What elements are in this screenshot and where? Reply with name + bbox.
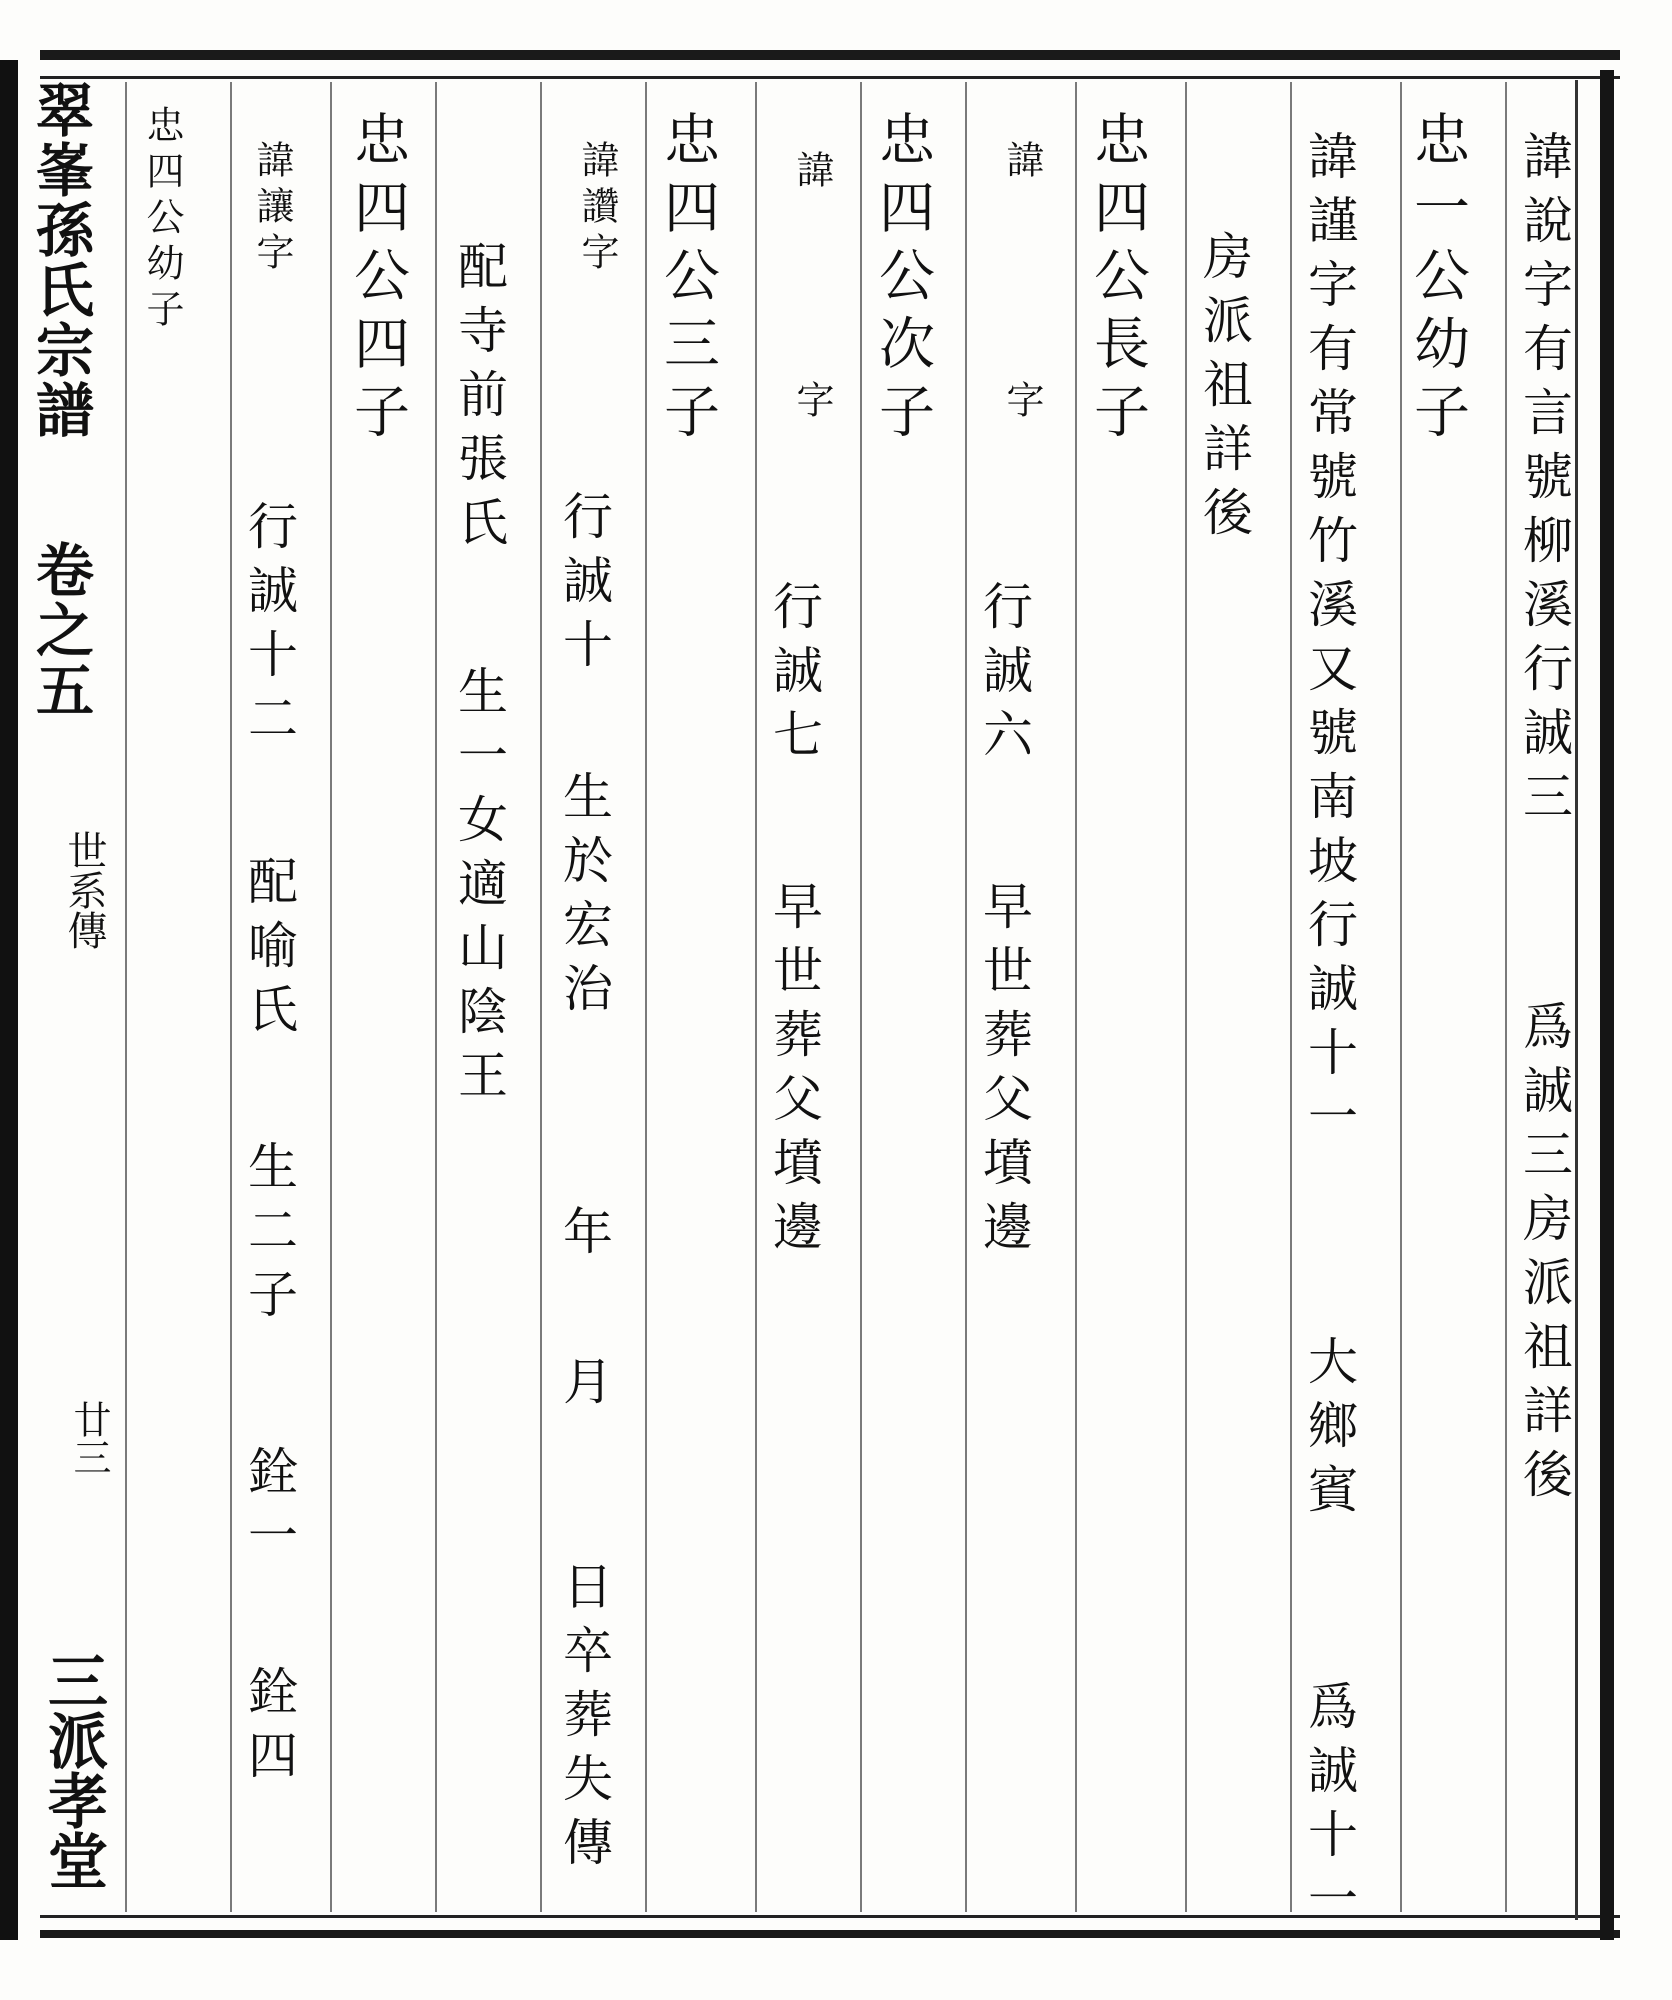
entry-heading: 忠四公長子	[1085, 110, 1150, 450]
entry-line: 日卒葬失傳	[555, 1560, 613, 1880]
volume-label: 卷之五	[26, 540, 94, 720]
frame-right-border	[1600, 70, 1614, 1940]
entry-heading: 忠一公幼子	[1405, 110, 1470, 450]
column-rule	[860, 82, 862, 1912]
entry-line: 早世葬父墳邊	[975, 880, 1033, 1264]
column-rule	[540, 82, 542, 1912]
entry-line: 諱	[1000, 140, 1044, 186]
column-rule	[965, 82, 967, 1912]
frame-top-inner-border	[40, 76, 1620, 79]
entry-line: 配寺前張氏	[450, 240, 508, 560]
frame-bottom-border	[40, 1930, 1620, 1938]
column-rule	[435, 82, 437, 1912]
column-rule	[1400, 82, 1402, 1912]
entry-line: 諱謹字有常號竹溪又號南坡行誠十一	[1300, 130, 1358, 1154]
frame-left-border	[0, 60, 18, 1940]
entry-line: 諱讓字	[250, 140, 294, 278]
column-rule	[1290, 82, 1292, 1912]
entry-line: 行誠十	[555, 490, 613, 682]
entry-line: 房派祖詳後	[1195, 230, 1253, 550]
entry-line: 配喻氏	[240, 855, 298, 1047]
entry-line: 行誠七	[765, 580, 823, 772]
entry-line: 早世葬父墳邊	[765, 880, 823, 1264]
entry-line: 字	[790, 380, 834, 426]
entry-line: 爲誠三房派祖詳後	[1515, 1000, 1573, 1512]
entry-line: 行誠十二	[240, 500, 298, 756]
column-rule	[755, 82, 757, 1912]
column-rule	[230, 82, 232, 1912]
column-rule	[1505, 82, 1507, 1912]
entry-line: 生於宏治	[555, 770, 613, 1026]
entry-line: 銓四	[240, 1665, 298, 1793]
hall-name: 三派孝堂	[38, 1650, 108, 1890]
entry-line: 生二子	[240, 1140, 298, 1332]
entry-line: 年	[555, 1205, 613, 1269]
entry-line: 行誠六	[975, 580, 1033, 772]
entry-line: 爲誠十一	[1300, 1680, 1358, 1936]
column-rule	[1075, 82, 1077, 1912]
frame-bottom-inner-border	[40, 1915, 1620, 1918]
entry-heading: 忠四公次子	[870, 110, 935, 450]
page-number: 廿三	[67, 1400, 111, 1476]
frame-top-border	[40, 50, 1620, 60]
column-rule	[125, 82, 127, 1912]
entry-line: 生一女適山陰王	[450, 665, 508, 1113]
entry-line: 月	[555, 1355, 613, 1419]
entry-line: 大鄉賓	[1300, 1335, 1358, 1527]
frame-right-inner-border	[1575, 80, 1578, 1920]
entry-heading: 忠四公三子	[655, 110, 720, 450]
entry-line: 字	[1000, 380, 1044, 426]
entry-line: 諱	[790, 150, 834, 196]
column-rule	[1185, 82, 1187, 1912]
genealogy-title: 翠峯孫氏宗譜	[26, 80, 94, 440]
column-rule	[330, 82, 332, 1912]
entry-heading: 忠四公幼子	[140, 105, 184, 335]
column-rule	[645, 82, 647, 1912]
entry-line: 銓一	[240, 1445, 298, 1573]
entry-line: 諱說字有言號柳溪行誠三	[1515, 130, 1573, 834]
section-label: 世系傳	[61, 830, 107, 950]
entry-line: 諱讚字	[575, 140, 619, 278]
entry-heading: 忠四公四子	[345, 110, 410, 450]
